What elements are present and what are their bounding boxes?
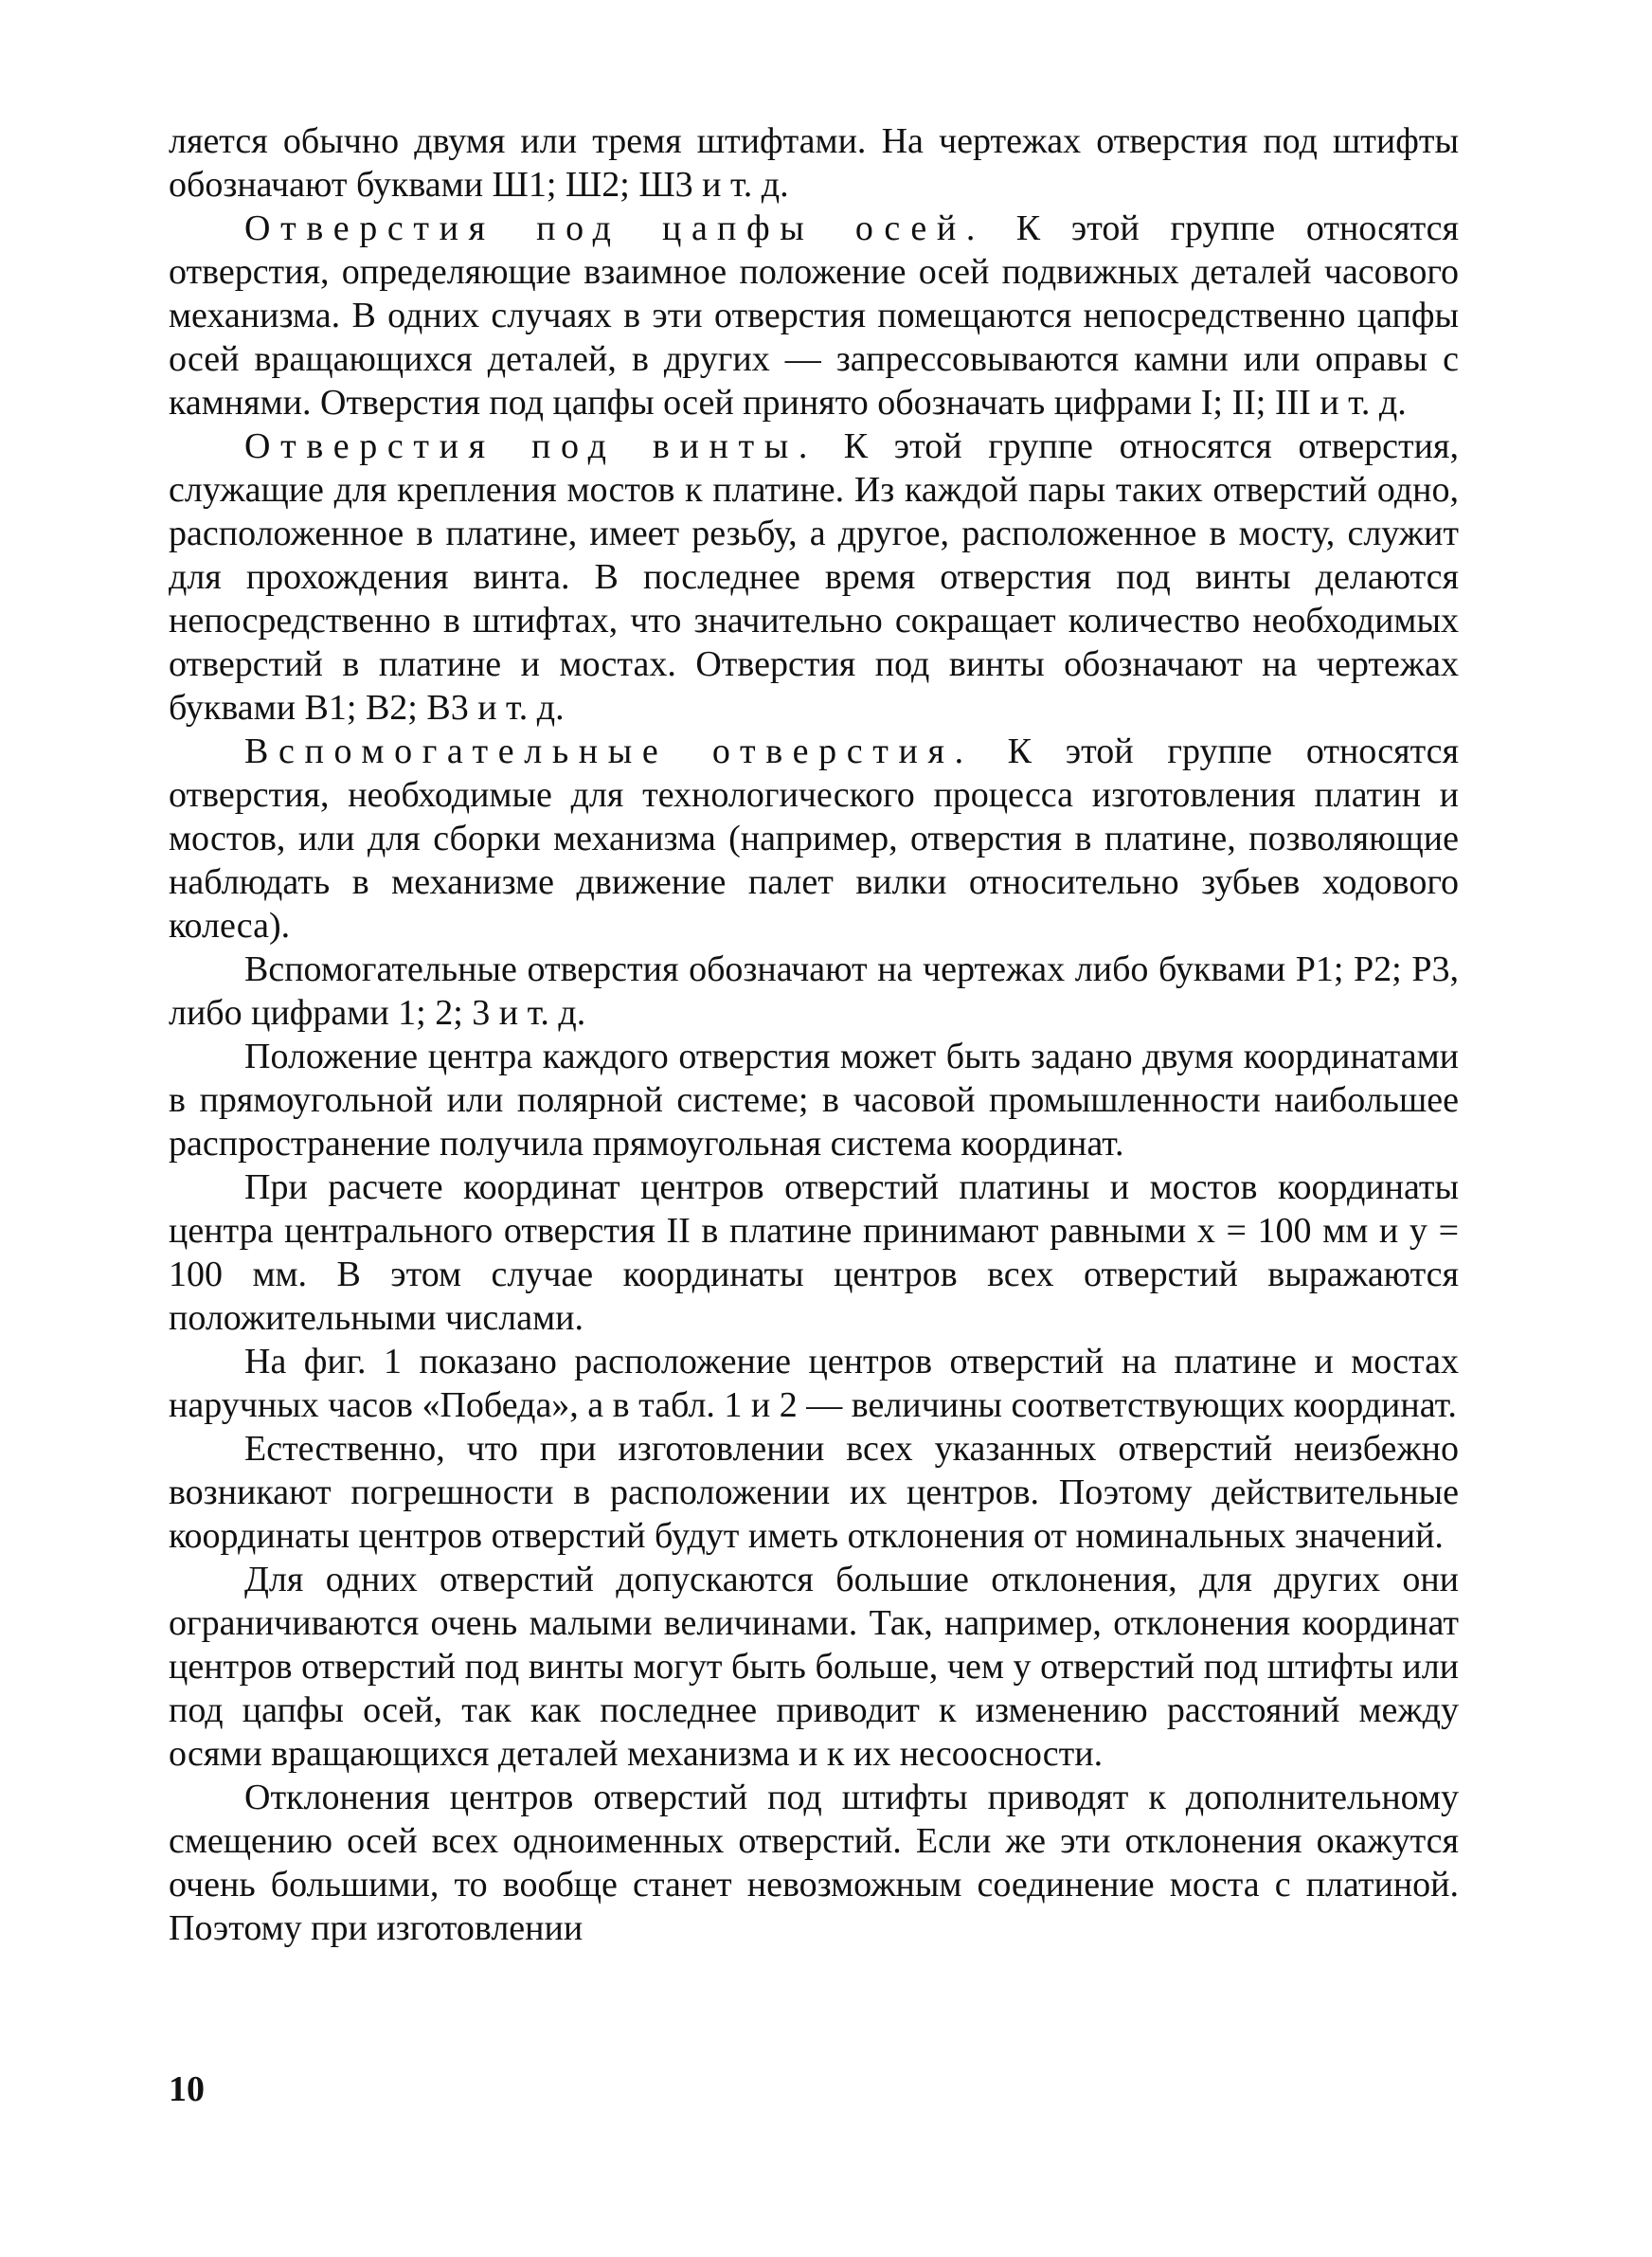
paragraph-11-text: Отклонения центров отверстий под штифты приводят к дополнительному смещению осей всех одноименных отверстий. Если же эти отклонения окажутся очень большими, то вообще станет невозможным соединение моста с платиной. Поэтому при изготовлении [169, 1778, 1459, 1948]
paragraph-5-text: Вспомогательные отверстия обозначают на чертежах либо буквами Р1; Р2; Р3, либо цифрами 1; 2; 3 и т. д. [169, 949, 1459, 1033]
paragraph-4-lead: Вспомогательные отверстия. [244, 731, 974, 771]
paragraph-5 [169, 948, 1459, 1035]
paragraph-1 [169, 119, 1459, 207]
paragraph-8-text: На фиг. 1 показано расположение центров отверстий на платине и мостах наручных часов «Победа», а в табл. 1 и 2 — величины соответствующих координат. [169, 1342, 1459, 1425]
paragraph-2-lead: Отверстия под цапфы осей. [244, 208, 986, 248]
paragraph-3-text: К этой группе относятся отверстия, служащие для крепления мостов к платине. Из каждой пары таких отверстий одно, расположенное в платине, имеет резьбу, а другое, расположенное в мосту, служит для прохождения винта. В последнее время отверстия под винты делаются непосредственно в штифтах, что значительно сокращает количество необходимых отверстий в платине и мостах. Отверстия под винты обозначают на чертежах буквами В1; В2; В3 и т. д. [169, 426, 1459, 728]
paragraph-2 [169, 207, 1459, 424]
paragraph-10 [169, 1558, 1459, 1776]
paragraph-4-text: К этой группе относятся отверстия, необходимые для технологического процесса изготовления платин и мостов, или для сборки механизма (например, отверстия в платине, позволяющие наблюдать в механизме движение палет вилки относительно зубьев ходового колеса). [169, 731, 1459, 946]
page-body [169, 119, 1459, 2128]
paragraph-3-lead: Отверстия под винты. [244, 426, 817, 466]
paragraph-7 [169, 1165, 1459, 1340]
paragraph-4 [169, 730, 1459, 948]
paragraph-7-text: При расчете координат центров отверстий платины и мостов координаты центра центрального отверстия II в платине принимают равными x = 100 мм и y = 100 мм. В этом случае координаты центров всех отверстий выражаются положительными числами. [169, 1167, 1459, 1338]
paragraph-8 [169, 1340, 1459, 1427]
page-number: 10 [169, 2069, 205, 2109]
paragraph-2-text: К этой группе относятся отверстия, определяющие взаимное положение осей подвижных деталей часового механизма. В одних случаях в эти отверстия помещаются непосредственно цапфы осей вращающихся деталей, в других — запрессовываются камни или оправы с камнями. Отверстия под цапфы осей принято обозначать цифрами I; II; III и т. д. [169, 208, 1459, 423]
paragraph-3 [169, 424, 1459, 730]
paragraph-9 [169, 1427, 1459, 1558]
paragraph-11 [169, 1776, 1459, 1950]
paragraph-10-text: Для одних отверстий допускаются большие отклонения, для других они ограничиваются очень малыми величинами. Так, например, отклонения координат центров отверстий под винты могут быть больше, чем у отверстий под штифты или под цапфы осей, так как последнее приводит к изменению расстояний между осями вращающихся деталей механизма и к их несоосности. [169, 1560, 1459, 1774]
paragraph-6 [169, 1035, 1459, 1165]
paragraph-6-text: Положение центра каждого отверстия может быть задано двумя координатами в прямоугольной или полярной системе; в часовой промышленности наибольшее распространение получила прямоугольная система координат. [169, 1037, 1459, 1164]
paragraph-9-text: Естественно, что при изготовлении всех указанных отверстий неизбежно возникают погрешности в расположении их центров. Поэтому действительные координаты центров отверстий будут иметь отклонения от номинальных значений. [169, 1429, 1459, 1556]
paragraph-1-text: ляется обычно двумя или тремя штифтами. На чертежах отверстия под штифты обозначают буквами Ш1; Ш2; Ш3 и т. д. [169, 121, 1459, 205]
